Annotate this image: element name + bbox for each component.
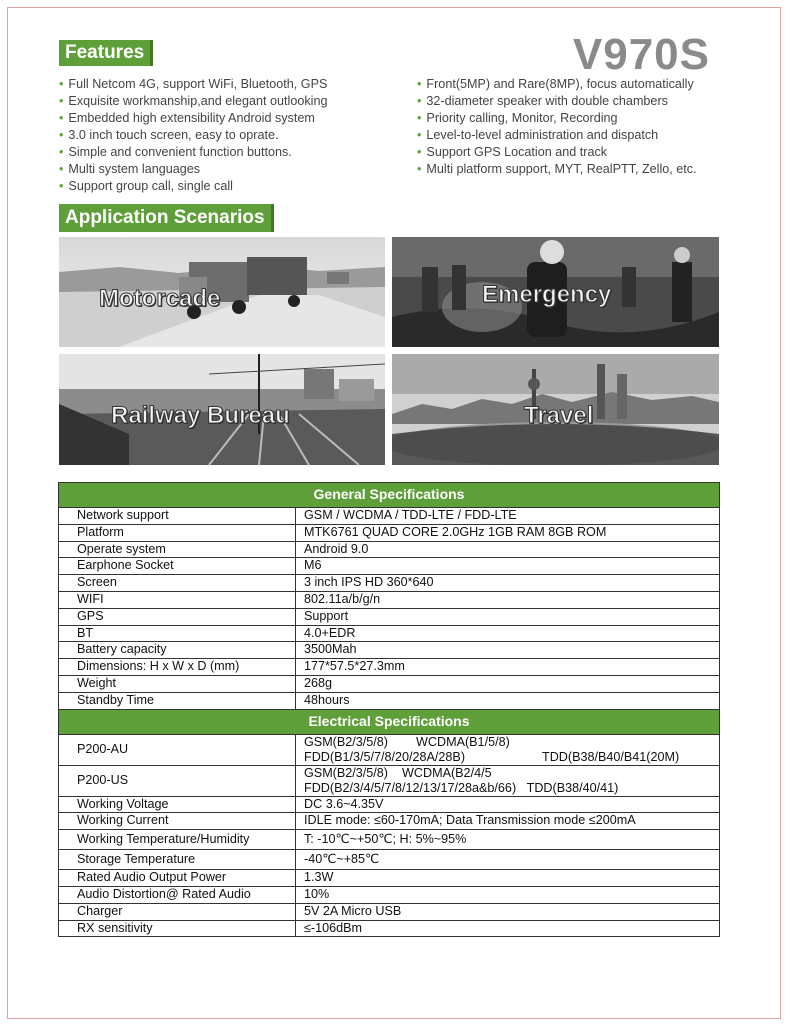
table-row	[59, 625, 720, 642]
spec-label: Weight	[59, 675, 296, 692]
band-fdd: FDD(B2/3/4/5/7/8/12/13/17/28a&b/66)	[304, 780, 517, 795]
feature-item: • Priority calling, Monitor, Recording	[417, 110, 697, 127]
spec-label: Screen	[59, 575, 296, 592]
spec-value: 802.11a/b/g/n	[296, 591, 720, 608]
spec-label: Network support	[59, 508, 296, 525]
table-row	[59, 508, 720, 525]
table-row	[59, 558, 720, 575]
table-row	[59, 575, 720, 592]
spec-value: Android 9.0	[296, 541, 720, 558]
spec-value: 3 inch IPS HD 360*640	[296, 575, 720, 592]
feature-item: • Support group call, single call	[59, 178, 327, 195]
table-row	[59, 796, 720, 813]
table-row	[59, 675, 720, 692]
table-row	[59, 642, 720, 659]
feature-item: • Simple and convenient function buttons.	[59, 144, 327, 161]
table-row	[59, 608, 720, 625]
spec-value: 4.0+EDR	[296, 625, 720, 642]
spec-value: 177*57.5*27.3mm	[296, 659, 720, 676]
table-row	[59, 591, 720, 608]
feature-item: • Embedded high extensibility Android system	[59, 110, 327, 127]
features-list-left	[59, 76, 327, 195]
spec-label: GPS	[59, 608, 296, 625]
spec-label: Earphone Socket	[59, 558, 296, 575]
spec-value	[296, 734, 720, 765]
electrical-spec-header	[59, 709, 720, 734]
spec-label: Audio Distortion@ Rated Audio	[59, 886, 296, 903]
table-row	[59, 541, 720, 558]
spec-label: Working Voltage	[59, 796, 296, 813]
scenario-label: Travel	[524, 402, 594, 429]
spec-label: Standby Time	[59, 692, 296, 709]
spec-value: M6	[296, 558, 720, 575]
scenario-label: Emergency	[482, 281, 612, 308]
table-row	[59, 830, 720, 850]
band-tdd: TDD(B38/B40/B41(20M)	[542, 749, 680, 764]
band-tdd: TDD(B38/40/41)	[526, 780, 619, 795]
scenarios-heading: Application Scenarios	[59, 204, 274, 232]
spec-label: P200-AU	[59, 734, 296, 765]
model-title: V970S	[572, 30, 710, 79]
spec-value: GSM / WCDMA / TDD-LTE / FDD-LTE	[296, 508, 720, 525]
spec-value: MTK6761 QUAD CORE 2.0GHz 1GB RAM 8GB ROM	[296, 524, 720, 541]
spec-label: Rated Audio Output Power	[59, 870, 296, 887]
feature-item: • Support GPS Location and track	[417, 144, 697, 161]
scenario-travel	[392, 354, 719, 465]
section-title: General Specifications	[59, 483, 720, 508]
feature-item: • Front(5MP) and Rare(8MP), focus automatically	[417, 76, 697, 93]
table-row	[59, 692, 720, 709]
spec-value: T: -10℃~+50℃; H: 5%~95%	[296, 830, 720, 850]
feature-item: • Multi platform support, MYT, RealPTT, Zello, etc.	[417, 161, 697, 178]
spec-label: Battery capacity	[59, 642, 296, 659]
general-spec-header	[59, 483, 720, 508]
table-row	[59, 920, 720, 937]
band-wcdma: WCDMA(B2/4/5	[402, 765, 492, 780]
table-row	[59, 813, 720, 830]
spec-value: 10%	[296, 886, 720, 903]
feature-item: • 32-diameter speaker with double chambers	[417, 93, 697, 110]
band-fdd: FDD(B1/3/5/7/8/20/28A/28B)	[304, 749, 466, 764]
spec-label: Working Temperature/Humidity	[59, 830, 296, 850]
spec-label: P200-US	[59, 765, 296, 796]
spec-value: Support	[296, 608, 720, 625]
spec-label: BT	[59, 625, 296, 642]
scenario-label: Motorcade	[99, 285, 221, 312]
table-row	[59, 765, 720, 796]
scenario-label: Railway Bureau	[111, 402, 290, 429]
features-list-right	[417, 76, 697, 178]
spec-label: Working Current	[59, 813, 296, 830]
spec-value: ≤-106dBm	[296, 920, 720, 937]
spec-label: Storage Temperature	[59, 850, 296, 870]
spec-value	[296, 765, 720, 796]
spec-value: 268g	[296, 675, 720, 692]
spec-value: 1.3W	[296, 870, 720, 887]
table-row	[59, 734, 720, 765]
band-gsm: GSM(B2/3/5/8)	[304, 765, 388, 780]
feature-item: • 3.0 inch touch screen, easy to oprate.	[59, 127, 327, 144]
spec-label: WIFI	[59, 591, 296, 608]
spec-value: 3500Mah	[296, 642, 720, 659]
spec-value: DC 3.6~4.35V	[296, 796, 720, 813]
spec-value: IDLE mode: ≤60-170mA; Data Transmission mode ≤200mA	[296, 813, 720, 830]
feature-item: • Level-to-level administration and dispatch	[417, 127, 697, 144]
spec-value: 48hours	[296, 692, 720, 709]
table-row	[59, 886, 720, 903]
spec-value: -40℃~+85℃	[296, 850, 720, 870]
feature-item: • Exquisite workmanship,and elegant outlooking	[59, 93, 327, 110]
band-wcdma: WCDMA(B1/5/8)	[416, 734, 510, 749]
table-row	[59, 850, 720, 870]
spec-value: 5V 2A Micro USB	[296, 903, 720, 920]
table-row	[59, 870, 720, 887]
feature-item: • Multi system languages	[59, 161, 327, 178]
scenario-emergency	[392, 237, 719, 347]
spec-label: Dimensions: H x W x D (mm)	[59, 659, 296, 676]
scenario-motorcade	[59, 237, 385, 347]
band-gsm: GSM(B2/3/5/8)	[304, 734, 388, 749]
table-row	[59, 659, 720, 676]
spec-label: RX sensitivity	[59, 920, 296, 937]
scenario-railway	[59, 354, 385, 465]
specifications-table	[58, 482, 720, 937]
spec-label: Charger	[59, 903, 296, 920]
feature-item: • Full Netcom 4G, support WiFi, Bluetooth, GPS	[59, 76, 327, 93]
spec-label: Platform	[59, 524, 296, 541]
features-heading: Features	[59, 40, 153, 66]
table-row	[59, 524, 720, 541]
section-title: Electrical Specifications	[59, 709, 720, 734]
spec-label: Operate system	[59, 541, 296, 558]
table-row	[59, 903, 720, 920]
